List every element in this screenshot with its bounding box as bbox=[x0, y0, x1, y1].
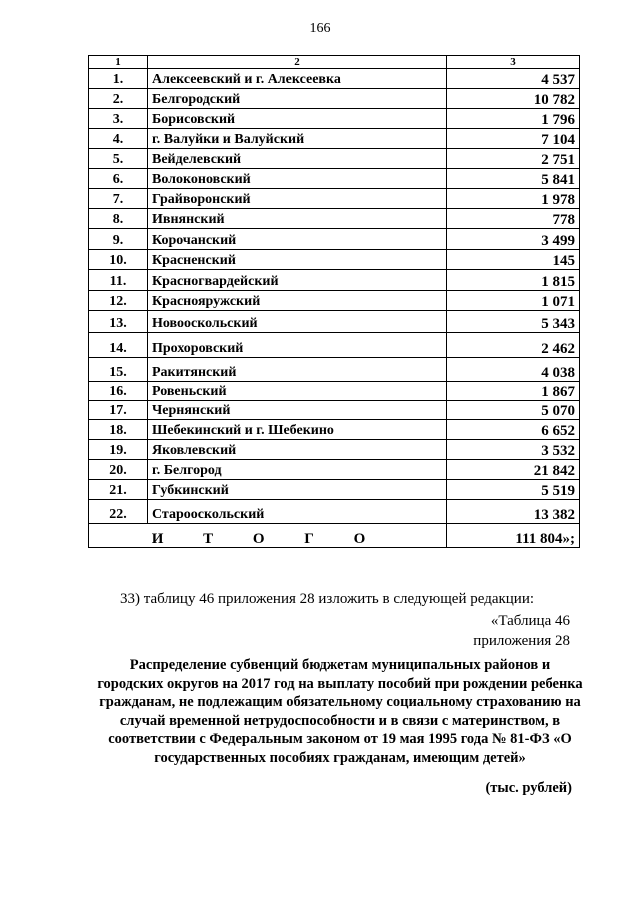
header-col-2: 2 bbox=[148, 56, 447, 69]
table-row bbox=[89, 69, 580, 89]
row-district-name: Белгородский bbox=[148, 89, 447, 109]
row-district-name: Прохоровский bbox=[148, 333, 447, 358]
table-row bbox=[89, 270, 580, 291]
row-number: 12. bbox=[89, 291, 148, 311]
row-district-name: Ракитянский bbox=[148, 358, 447, 382]
row-value: 10 782 bbox=[447, 89, 580, 109]
row-value: 2 751 bbox=[447, 149, 580, 169]
row-number: 18. bbox=[89, 420, 148, 440]
table-row bbox=[89, 480, 580, 500]
row-number: 8. bbox=[89, 209, 148, 229]
table-row bbox=[89, 420, 580, 440]
row-value: 145 bbox=[447, 250, 580, 270]
table-row bbox=[89, 311, 580, 333]
row-district-name: Волоконовский bbox=[148, 169, 447, 189]
table-row bbox=[89, 358, 580, 382]
table-reference bbox=[473, 611, 570, 651]
row-value: 4 038 bbox=[447, 358, 580, 382]
row-value: 13 382 bbox=[447, 500, 580, 524]
document-heading: Распределение субвенций бюджетам муниципальных районов и городских округов на 2017 год на выплату пособий при рождении ребенка гражданам, не подлежащим обязательному социальному страхованию на случай временной нетрудоспособности и в связи с материнством, в соответствии с Федеральным законом от 19 мая 1995 года № 81-ФЗ «О государственных пособиях гражданам, имеющим детей» bbox=[97, 657, 583, 766]
subsidy-table bbox=[88, 55, 580, 548]
row-number: 14. bbox=[89, 333, 148, 358]
row-number: 9. bbox=[89, 229, 148, 250]
table-row bbox=[89, 440, 580, 460]
row-district-name: Вейделевский bbox=[148, 149, 447, 169]
row-value: 5 519 bbox=[447, 480, 580, 500]
row-district-name: Красненский bbox=[148, 250, 447, 270]
row-number: 2. bbox=[89, 89, 148, 109]
table-row bbox=[89, 291, 580, 311]
row-value: 1 796 bbox=[447, 109, 580, 129]
row-district-name: г. Валуйки и Валуйский bbox=[148, 129, 447, 149]
row-district-name: Губкинский bbox=[148, 480, 447, 500]
row-value: 2 462 bbox=[447, 333, 580, 358]
row-district-name: г. Белгород bbox=[148, 460, 447, 480]
row-value: 1 071 bbox=[447, 291, 580, 311]
row-district-name: Красногвардейский bbox=[148, 270, 447, 291]
row-value: 1 815 bbox=[447, 270, 580, 291]
row-district-name: Корочанский bbox=[148, 229, 447, 250]
table-row bbox=[89, 382, 580, 401]
row-value: 7 104 bbox=[447, 129, 580, 149]
table-row bbox=[89, 500, 580, 524]
row-district-name: Грайворонский bbox=[148, 189, 447, 209]
row-district-name: Краснояружский bbox=[148, 291, 447, 311]
row-number: 20. bbox=[89, 460, 148, 480]
header-col-1: 1 bbox=[89, 56, 148, 69]
total-value: 111 804»; bbox=[447, 524, 580, 548]
header-col-3: 3 bbox=[447, 56, 580, 69]
row-district-name: Чернянский bbox=[148, 401, 447, 420]
row-district-name: Старооскольский bbox=[148, 500, 447, 524]
row-value: 5 070 bbox=[447, 401, 580, 420]
row-number: 6. bbox=[89, 169, 148, 189]
row-number: 22. bbox=[89, 500, 148, 524]
table-ref-line1: «Таблица 46 bbox=[490, 613, 570, 629]
table-row bbox=[89, 401, 580, 420]
row-value: 1 978 bbox=[447, 189, 580, 209]
row-district-name: Алексеевский и г. Алексеевка bbox=[148, 69, 447, 89]
row-district-name: Борисовский bbox=[148, 109, 447, 129]
row-number: 21. bbox=[89, 480, 148, 500]
table-header-row bbox=[89, 56, 580, 69]
table-row bbox=[89, 129, 580, 149]
row-district-name: Ровеньский bbox=[148, 382, 447, 401]
row-number: 16. bbox=[89, 382, 148, 401]
row-number: 7. bbox=[89, 189, 148, 209]
table-row bbox=[89, 169, 580, 189]
row-district-name: Яковлевский bbox=[148, 440, 447, 460]
row-number: 3. bbox=[89, 109, 148, 129]
row-district-name: Новооскольский bbox=[148, 311, 447, 333]
table-row bbox=[89, 333, 580, 358]
row-number: 13. bbox=[89, 311, 148, 333]
total-label: И Т О Г О bbox=[89, 524, 447, 548]
row-value: 4 537 bbox=[447, 69, 580, 89]
row-value: 1 867 bbox=[447, 382, 580, 401]
row-value: 3 532 bbox=[447, 440, 580, 460]
units-label: (тыс. рублей) bbox=[485, 780, 572, 796]
table-row bbox=[89, 109, 580, 129]
row-value: 778 bbox=[447, 209, 580, 229]
row-number: 5. bbox=[89, 149, 148, 169]
page-number: 166 bbox=[309, 21, 331, 36]
table-ref-line2: приложения 28 bbox=[473, 633, 570, 649]
row-value: 5 343 bbox=[447, 311, 580, 333]
table-row bbox=[89, 460, 580, 480]
row-value: 21 842 bbox=[447, 460, 580, 480]
row-value: 3 499 bbox=[447, 229, 580, 250]
table-row bbox=[89, 250, 580, 270]
instruction-paragraph: 33) таблицу 46 приложения 28 изложить в следующей редакции: bbox=[120, 591, 535, 607]
row-number: 17. bbox=[89, 401, 148, 420]
table-row bbox=[89, 229, 580, 250]
row-number: 1. bbox=[89, 69, 148, 89]
row-value: 6 652 bbox=[447, 420, 580, 440]
total-row bbox=[89, 524, 580, 548]
row-district-name: Ивнянский bbox=[148, 209, 447, 229]
row-number: 15. bbox=[89, 358, 148, 382]
table-row bbox=[89, 189, 580, 209]
row-number: 19. bbox=[89, 440, 148, 460]
row-number: 11. bbox=[89, 270, 148, 291]
table-row bbox=[89, 209, 580, 229]
row-number: 10. bbox=[89, 250, 148, 270]
row-value: 5 841 bbox=[447, 169, 580, 189]
row-district-name: Шебекинский и г. Шебекино bbox=[148, 420, 447, 440]
row-number: 4. bbox=[89, 129, 148, 149]
table-row bbox=[89, 149, 580, 169]
table-row bbox=[89, 89, 580, 109]
